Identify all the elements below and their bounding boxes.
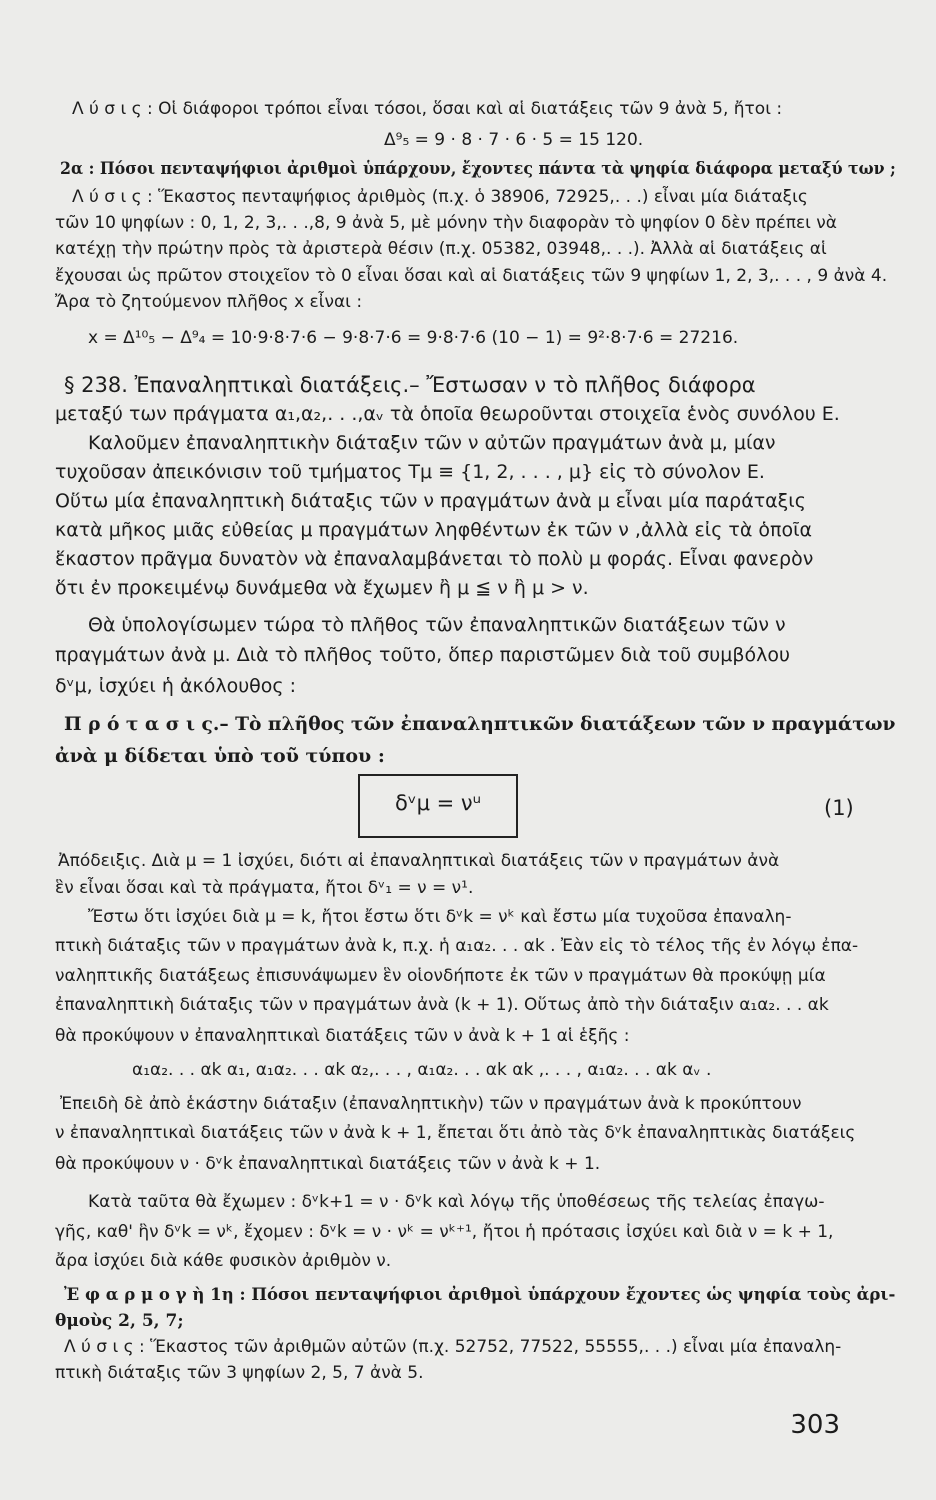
text-line: Λ ύ σ ι ς : Ἕκαστος τῶν ἀριθμῶν αὐτῶν (π.χ. 52752, 77522, 55555,. . .) εἶναι μία ἐπαναλη- (64, 1337, 842, 1357)
text-line: Ἀπόδειξις. Διὰ μ = 1 ἰσχύει, διότι αἱ ἐπαναληπτικαὶ διατάξεις τῶν ν πραγμάτων ἀνὰ (58, 851, 780, 871)
application-heading: Ἐ φ α ρ μ ο γ ὴ 1η : Πόσοι πενταψήφιοι ἀριθμοὶ ὑπάρχουν ἔχοντες ὡς ψηφία τοὺς ἀρι- (64, 1285, 896, 1305)
text-line: ναληπτικῆς διατάξεως ἐπισυνάψωμεν ἓν οἱονδήποτε ἐκ τῶν ν πραγμάτων θὰ προκύψῃ μία (55, 966, 826, 986)
text-line: κατὰ μῆκος μιᾶς εὐθείας μ πραγμάτων ληφθέντων ἐκ τῶν ν ,ἀλλὰ εἰς τὰ ὁποῖα (55, 519, 813, 541)
proposition-heading: Π ρ ό τ α σ ι ς.– Τὸ πλῆθος τῶν ἐπαναληπτικῶν διατάξεων τῶν ν πραγμάτων (64, 713, 896, 735)
text-line: γῆς, καθ' ἣν δᵛk = νᵏ, ἔχομεν : δᵛk = ν · νᵏ = νᵏ⁺¹, ἤτοι ἡ πρότασις ἰσχύει καὶ διὰ ν = k + 1, (55, 1222, 834, 1242)
text-line: πτικὴ διάταξις τῶν 3 ψηφίων 2, 5, 7 ἀνὰ 5. (55, 1363, 424, 1383)
equation-number: (1) (824, 796, 854, 820)
formula: x = Δ¹⁰₅ − Δ⁹₄ = 10·9·8·7·6 − 9·8·7·6 = 9·8·7·6 (10 − 1) = 9²·8·7·6 = 27216. (88, 328, 739, 348)
text-line: θὰ προκύψουν ν · δᵛk ἐπαναληπτικαὶ διατάξεις τῶν ν ἀνὰ k + 1. (55, 1154, 601, 1174)
text-line: ἓν εἶναι ὅσαι καὶ τὰ πράγματα, ἤτοι δᵛ₁ = ν = ν¹. (55, 878, 474, 898)
text-line: Ἄρα τὸ ζητούμενον πλῆθος x εἶναι : (55, 292, 363, 312)
text-line: θὰ προκύψουν ν ἐπαναληπτικαὶ διατάξεις τῶν ν ἀνὰ k + 1 αἱ ἑξῆς : (55, 1026, 630, 1046)
text-line: ἄρα ἰσχύει διὰ κάθε φυσικὸν ἀριθμὸν ν. (55, 1251, 392, 1271)
text-line: ὅτι ἐν προκειμένῳ δυνάμεθα νὰ ἔχωμεν ἢ μ ≦ ν ἢ μ > ν. (55, 577, 589, 599)
text-line: κατέχῃ τὴν πρώτην πρὸς τὰ ἀριστερὰ θέσιν (π.χ. 05382, 03948,. . .). Ἀλλὰ αἱ διατάξεις αἱ (55, 239, 827, 259)
text-line: ἐπαναληπτικὴ διάταξις τῶν ν πραγμάτων ἀνὰ (k + 1). Οὕτως ἀπὸ τὴν διάταξιν α₁α₂. . . αk (55, 995, 829, 1015)
text-line: τυχοῦσαν ἀπεικόνισιν τοῦ τμήματος Tμ ≡ {1, 2, . . . , μ} εἰς τὸ σύνολον E. (55, 461, 765, 483)
text-line: πτικὴ διάταξις τῶν ν πραγμάτων ἀνὰ k, π.χ. ἡ α₁α₂. . . αk . Ἐὰν εἰς τὸ τέλος τῆς ἐν λόγῳ ἐπα- (55, 936, 859, 956)
text-line: Οὕτω μία ἐπαναληπτικὴ διάταξις τῶν ν πραγμάτων ἀνὰ μ εἶναι μία παράταξις (55, 490, 806, 512)
formula: α₁α₂. . . αk α₁, α₁α₂. . . αk α₂,. . . , α₁α₂. . . αk αk ,. . . , α₁α₂. . . αk αᵥ . (132, 1060, 712, 1080)
text-line: ἔχουσαι ὡς πρῶτον στοιχεῖον τὸ 0 εἶναι ὅσαι καὶ αἱ διατάξεις τῶν 9 ψηφίων 1, 2, 3,. . . , 9 ἀνὰ 4. (55, 266, 888, 286)
exercise-heading: 2α : Πόσοι πενταψήφιοι ἀριθμοὶ ὑπάρχουν, ἔχοντες πάντα τὰ ψηφία διάφορα μεταξύ των ; (60, 159, 896, 179)
text-line: πραγμάτων ἀνὰ μ. Διὰ τὸ πλῆθος τοῦτο, ὅπερ παριστῶμεν διὰ τοῦ συμβόλου (55, 644, 790, 666)
text-line: τῶν 10 ψηφίων : 0, 1, 2, 3,. . .,8, 9 ἀνὰ 5, μὲ μόνην τὴν διαφορὰν τὸ ψηφίον 0 δὲν πρέπει νὰ (55, 213, 837, 233)
text-line: Κατὰ ταῦτα θὰ ἔχωμεν : δᵛk+1 = ν · δᵛk καὶ λόγῳ τῆς ὑποθέσεως τῆς τελείας ἐπαγω- (88, 1192, 825, 1212)
application-heading: θμοὺς 2, 5, 7; (55, 1311, 184, 1331)
text-line: ἕκαστον πρᾶγμα δυνατὸν νὰ ἐπαναλαμβάνεται τὸ πολὺ μ φοράς. Εἶναι φανερὸν (55, 548, 814, 570)
formula: Δ⁹₅ = 9 · 8 · 7 · 6 · 5 = 15 120. (384, 130, 644, 150)
section-heading: § 238. Ἐπαναληπτικαὶ διατάξεις.– Ἔστωσαν ν τὸ πλῆθος διάφορα (64, 373, 756, 397)
text-line: ν ἐπαναληπτικαὶ διατάξεις τῶν ν ἀνὰ k + 1, ἔπεται ὅτι ἀπὸ τὰς δᵛk ἐπαναληπτικὰς διατάξεις (55, 1123, 856, 1143)
text-line: Ἐπειδὴ δὲ ἀπὸ ἑκάστην διάταξιν (ἐπαναληπτικὴν) τῶν ν πραγμάτων ἀνὰ k προκύπτουν (60, 1094, 802, 1114)
page-number: 303 (790, 1410, 840, 1440)
text-line: μεταξύ των πράγματα α₁,α₂,. . .,αᵥ τὰ ὁποῖα θεωροῦνται στοιχεῖα ἑνὸς συνόλου E. (55, 403, 840, 425)
proposition-text: ἀνὰ μ δίδεται ὑπὸ τοῦ τύπου : (55, 745, 385, 767)
text-line: δᵛμ, ἰσχύει ἡ ἀκόλουθος : (55, 675, 297, 697)
boxed-formula: δᵛμ = νᵘ (395, 791, 482, 815)
text-line: Καλοῦμεν ἐπαναληπτικὴν διάταξιν τῶν ν αὐτῶν πραγμάτων ἀνὰ μ, μίαν (88, 432, 776, 454)
text-line: Λ ύ σ ι ς : Οἱ διάφοροι τρόποι εἶναι τόσοι, ὅσαι καὶ αἱ διατάξεις τῶν 9 ἀνὰ 5, ἤτοι : (72, 99, 783, 119)
text-line: Λ ύ σ ι ς : Ἕκαστος πενταψήφιος ἀριθμὸς (π.χ. ὁ 38906, 72925,. . .) εἶναι μία διάταξις (72, 187, 808, 207)
text-line: Θὰ ὑπολογίσωμεν τώρα τὸ πλῆθος τῶν ἐπαναληπτικῶν διατάξεων τῶν ν (88, 614, 786, 636)
text-line: Ἔστω ὅτι ἰσχύει διὰ μ = k, ἤτοι ἔστω ὅτι δᵛk = νᵏ καὶ ἔστω μία τυχοῦσα ἐπαναλη- (88, 907, 792, 927)
